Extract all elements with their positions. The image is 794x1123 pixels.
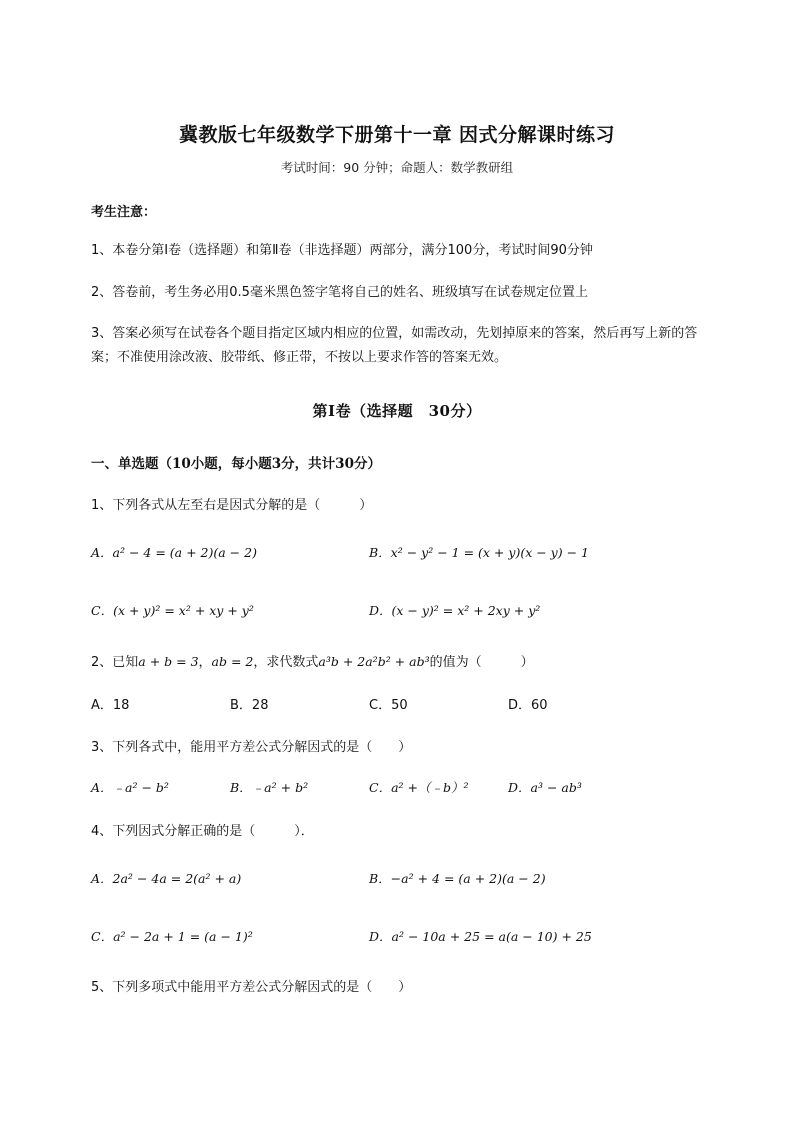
question-4-option-c: C．a² − 2a + 1 = (a − 1)²	[91, 929, 253, 944]
question-2-expression: a³b + 2a²b² + ab³	[318, 654, 430, 669]
question-2-option-b: B．28	[230, 698, 269, 713]
note-item-1: 1、本卷分第I卷（选择题）和第Ⅱ卷（非选择题）两部分，满分100分，考试时间90分钟	[91, 243, 593, 258]
section-title: 第I卷（选择题 30分）	[312, 402, 482, 420]
question-1-stem: 1、下列各式从左至右是因式分解的是（ ）	[91, 498, 373, 513]
question-2-stem	[91, 651, 534, 670]
document-title: 冀教版七年级数学下册第十一章 因式分解课时练习	[178, 124, 616, 146]
question-2-option-d: D．60	[508, 698, 548, 713]
question-1-option-a: A．a² − 4 = (a + 2)(a − 2)	[91, 545, 257, 560]
question-4-option-a: A．2a² − 4a = 2(a² + a)	[91, 871, 242, 886]
note-item-2: 2、答卷前，考生务必用0.5毫米黑色签字笔将自己的姓名、班级填写在试卷规定位置上	[91, 285, 588, 300]
question-2-option-a: A．18	[91, 698, 130, 713]
question-4-option-b: B．−a² + 4 = (a + 2)(a − 2)	[369, 871, 546, 886]
section-subtitle: 一、单选题（10小题，每小题3分，共计30分）	[91, 456, 381, 472]
question-3-option-a: A．﹣a² − b²	[91, 780, 169, 795]
question-2-stem-text-3: 的值为（ ）	[429, 655, 534, 670]
question-3-option-d: D．a³ − ab³	[508, 780, 582, 795]
question-2-option-c: C．50	[369, 698, 408, 713]
document-subtitle: 考试时间：90 分钟；命题人：数学教研组	[280, 160, 514, 175]
question-3-option-b: B．﹣a² + b²	[230, 780, 309, 795]
question-3-stem: 3、下列各式中，能用平方差公式分解因式的是（ ）	[91, 740, 412, 755]
question-3-option-c: C．a² +（﹣b）²	[369, 780, 469, 795]
question-2-condition-1: a + b = 3	[138, 654, 199, 669]
question-4-stem: 4、下列因式分解正确的是（ ）．	[91, 824, 314, 839]
notes-heading: 考生注意：	[91, 205, 157, 220]
question-1-option-d: D．(x − y)² = x² + 2xy + y²	[369, 603, 541, 618]
note-item-3: 3、答案必须写在试卷各个题目指定区域内相应的位置，如需改动，先划掉原来的答案，然后再写上新的答案；不准使用涂改液、胶带纸、修正带，不按以上要求作答的答案无效。	[91, 326, 698, 365]
question-1-option-c: C．(x + y)² = x² + xy + y²	[91, 603, 254, 618]
question-2-condition-2: ab = 2	[211, 654, 254, 669]
question-4-option-d: D．a² − 10a + 25 = a(a − 10) + 25	[369, 929, 592, 944]
question-2-stem-text-2: ，求代数式	[253, 655, 319, 670]
question-1-option-b: B．x² − y² − 1 = (x + y)(x − y) − 1	[369, 545, 589, 560]
question-2-stem-text-1: 2、已知	[91, 655, 139, 670]
question-2-separator: ，	[198, 655, 212, 670]
question-5-stem: 5、下列多项式中能用平方差公式分解因式的是（ ）	[91, 980, 412, 995]
